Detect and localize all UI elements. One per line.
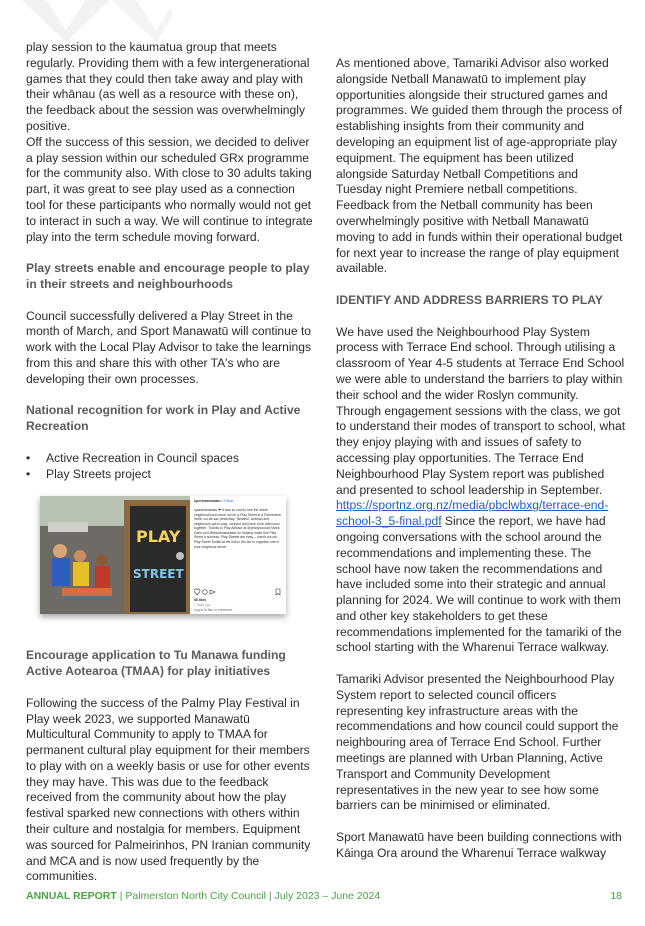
footer-text: | Palmerston North City Council | July 2023 – June 2024 — [116, 890, 381, 902]
left-paragraph-4: Following the success of the Palmy Play Festival in Play week 2023, we supported Manawatū Multicultural Community to apply to TMAA for permanent cultural play equipment for their members to play with on a weekly basis or use for other events they may have. This was due to the feedback received from the community about how the play festival sparked new connections with others within their culture and nostalgia for members. Equipment was sourced for Palmeirinhos, PN Iranian community and MCA and is now used frequently by the communities. — [26, 695, 311, 884]
heading-barriers: IDENTIFY AND ADDRESS BARRIERS TO PLAY — [336, 292, 603, 307]
comment-icon — [203, 590, 208, 595]
instagram-post-image — [40, 496, 286, 614]
left-paragraph-1: play session to the kaumatua group that meets regularly. Providing them with a few intergenerational games that they could then take away and play with their whānau (as well as a resource with these on), the feedback about the session was overwhelmingly positive. — [26, 40, 310, 133]
list-item: • Active Recreation in Council spaces — [26, 451, 316, 467]
post-likes: 68 likes — [194, 598, 207, 603]
post-sidebar: sportmanawatu • Follow sportmanawatu ❤ It was so cool to see the whole neighbourhood come out for a Play Street in a Palmerston North cul-de-sac yesterday. Tamariki, whānau and neighbours got to play, connect and have a fun afternoon together. Thanks to Play Advisor at @pncitycouncil Moira Dane and @teammanawatu for helping make this Play Street a success. Play Streets are easy – check out our Play Street Toolkit at the link in the bio to organise one in your neighbour street. 68 likes 7 days ago Log in to like or comment. — [190, 496, 286, 614]
post-handle: sportmanawatu — [194, 499, 221, 504]
post-caption: sportmanawatu ❤ It was so cool to see the whole neighbourhood come out for a Play Street in a Palmerston North cul-de-sac yesterday. Tamariki, whānau and neighbours got to play, connect and have a fun afternoon together. Thanks to Play Advisor at @pncitycouncil Moira Dane and @teammanawatu for helping make this Play Street a success. Play Streets are easy – check out our Play Street Toolkit at the link in the bio to organise one in your neighbour street. — [194, 507, 282, 549]
share-icon — [210, 590, 215, 594]
right-paragraph-2-continued: Since the report, we have had ongoing conversations with the school around the recommendations and implementing these. The school have now taken the recommendations and have included some into their strategic and annual planning for 2024. We will continue to work with them and other key stakeholders to get these recommendations implemented for the tamariki of the school starting with the Wharenui Terrace walkway. — [336, 514, 622, 655]
recognition-list — [26, 451, 316, 483]
bookmark-icon — [276, 589, 280, 595]
heading-play-streets: Play streets enable and encourage people to play in their streets and neighbourhoods — [26, 261, 310, 291]
post-action-icons — [194, 588, 282, 596]
heading-national-recognition: National recognition for work in Play and Active Recreation — [26, 403, 301, 434]
right-column — [336, 56, 626, 862]
follow-link: Follow — [223, 499, 234, 504]
list-item: • Play Streets project — [26, 467, 316, 483]
right-paragraph-1: As mentioned above, Tamariki Advisor also worked alongside Netball Manawatū to implement play opportunities alongside their structured games and programmes. We guided them through the process of establishing insights from their community and developing an equipment list of age-appropriate play equipment. The equipment has been utilized alongside Saturday Netball Competitions and Tuesday night Premiere netball competitions. Feedback from the Netball community has been overwhelmingly positive with Netball Manawatū moving to add in funds within their operational budget for next year to increase the range of play equipment available. — [336, 56, 623, 276]
right-paragraph-2 — [336, 325, 626, 657]
page-footer — [26, 890, 622, 902]
page-number: 18 — [610, 890, 622, 902]
left-paragraph-2: Off the success of this session, we decided to deliver a play session within our scheduled GRx programme for the community also. With close to 30 adults taking part, it was great to see play used as a connection tool for these participants who normally would not get to interact in such a way. We will continue to integrate play into the term schedule moving forward. — [26, 134, 313, 244]
post-date: 7 days ago — [194, 603, 211, 608]
chalk-word-street: STREET — [133, 567, 184, 582]
left-column — [26, 40, 316, 885]
footer-brand: ANNUAL REPORT — [26, 890, 117, 902]
report-link[interactable]: https://sportnz.org.nz/media/pbclwbxg/terrace-end-school-3_5-final.pdf — [336, 498, 609, 529]
chalk-word-play: PLAY — [136, 527, 181, 547]
left-paragraph-3: Council successfully delivered a Play Street in the month of March, and Sport Manawatū will continue to work with the Local Play Advisor to take the learnings from this and share this with other TA's who are developing their own processes. — [26, 308, 312, 386]
header-chevron-decoration — [22, 0, 172, 42]
right-paragraph-4: Sport Manawatū have been building connections with Kāinga Ora around the Wharenui Terrace walkway — [336, 830, 622, 860]
right-paragraph-2-text: We have used the Neighbourhood Play System process with Terrace End school. Through utilising a classroom of Year 4-5 students at Terrace End School we were able to understand the barriers to play within their school and the wider Roslyn community. Through engagement sessions with the class, we got to understand their modes of transport to school, what they enjoy playing with and issues of safety to accessing play opportunities. The Terrace End Neighbourhood Play System report was published and presented to school leadership in September. — [336, 324, 626, 497]
heart-icon — [194, 589, 200, 595]
post-login-prompt: Log in to like or comment. — [194, 608, 233, 613]
play-street-photo — [40, 496, 190, 614]
right-paragraph-3: Tamariki Advisor presented the Neighbourhood Play System report to selected council officers representing key infrastructure areas with the recommendations and how council could support the neighbouring area of Terrace End School. Further meetings are planned with Urban Planning, Active Transport and Community Development representatives in the new year to see how some barriers can be minimised or eliminated. — [336, 672, 619, 813]
heading-tu-manawa: Encourage application to Tu Manawa funding Active Aotearoa (TMAA) for play initiatives — [26, 648, 286, 679]
